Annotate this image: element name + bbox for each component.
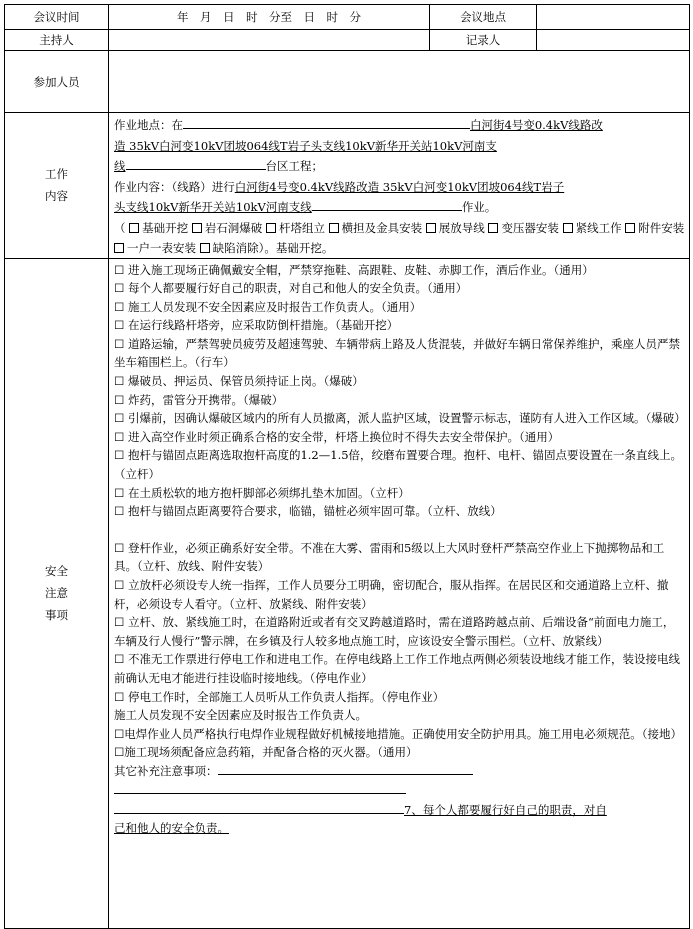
other-notes-label: 其它补充注意事项： [114,763,218,778]
safety-item[interactable]: ☐ 在运行线路杆塔旁，应采取防倒杆措施。（基础开挖） [114,318,399,333]
work-type-option[interactable]: 附件安装 [625,221,684,235]
location-blank [183,116,470,129]
host-row [5,30,690,51]
checkbox-icon[interactable] [129,223,139,233]
checkbox-icon[interactable] [488,223,498,233]
safety-item[interactable]: ☐ 每个人都要履行好自己的职责，对自己和他人的安全负责。（通用） [114,281,468,296]
safety-item[interactable]: ☐ 立放杆必须设专人统一指挥，工作人员要分工明确，密切配合，服从指挥。在居民区和交通道路上立杆、撤杆，必须设专人看守。（立杆、放紧线、附件安装） [114,578,669,611]
work-location-line3 [114,156,685,177]
other-notes-line [114,762,685,781]
location-text-2: 造 35kV白河变10kV团坡064线T岩子头支线10kV新华开关站10kV河南支 [114,138,497,153]
work-content-cell [109,113,690,259]
work-types [114,218,685,258]
work-type-option[interactable]: 基础开挖 [129,221,188,235]
checkbox-icon[interactable] [625,223,635,233]
work-type-option[interactable]: 杆塔组立 [266,221,325,235]
safety-item[interactable]: ☐ 在土质松软的地方抱杆脚部必须绑扎垫木加固。（立杆） [114,485,410,500]
meeting-time-row [5,5,690,30]
final-line-2 [114,819,685,838]
safety-item[interactable]: ☐电焊作业人员严格执行电焊作业规程做好机械接地措施。正确使用安全防护用具。施工用电必须规范。（接地） [114,726,683,741]
safety-item[interactable]: ☐ 不准无工作票进行停电工作和进电工作。在停电线路上工作工作地点两侧必须装设地线才能工作，装设接电线前确认无电才能进行挂设临时接地线。（停电作业） [114,652,680,685]
blank-line-row [114,781,685,801]
attendees-value[interactable] [109,51,690,113]
meeting-place-value[interactable] [537,5,690,30]
work-type-option[interactable]: 横担及金具安装 [329,221,423,235]
safety-cell [109,258,690,928]
safety-label-line1: 安全 [45,564,68,578]
safety-row [5,258,690,928]
content-blank [312,198,462,211]
final-text-1: 7、每个人都要履行好自己的职责，对自 [404,802,607,817]
work-content-row [5,113,690,259]
meeting-place-label: 会议地点 [430,5,537,30]
types-open: （ [114,220,126,235]
safety-spacer [114,521,685,539]
checkbox-icon[interactable] [114,243,124,253]
safety-item[interactable]: ☐ 引爆前，因确认爆破区域内的所有人员撤离，派人监护区域，设置警示标志，谨防有人进入工作区域。（爆破） [114,411,686,426]
work-type-option[interactable]: 岩石洞爆破 [192,221,263,235]
location-text-1: 白河街4号变0.4kV线路改 [470,118,603,132]
safety-label-line3: 事项 [45,608,68,622]
checkbox-icon[interactable] [329,223,339,233]
final-text-2: 己和他人的安全负责。 [114,821,229,836]
work-type-option[interactable]: 一户一表安装 [114,241,196,255]
safety-label [5,258,109,928]
work-location-line2 [114,136,685,157]
content-prefix: 作业内容：（线路）进行 [114,179,235,194]
safety-item[interactable]: ☐施工现场须配备应急药箱，并配备合格的灭火器。（通用） [114,745,418,760]
safety-item[interactable]: ☐ 登杆作业，必须正确系好安全带。不准在大雾、雷雨和5级以上大风时登杆严禁高空作业上下抛掷物品和工具。（立杆、放线、附件安装） [114,540,665,574]
content-text-1: 白河街4号变0.4kV线路改造 35kV白河变10kV团坡064线T岩子 [234,179,565,194]
final-blank[interactable] [114,801,404,814]
meeting-time-label: 会议时间 [5,5,109,30]
checkbox-icon[interactable] [426,223,436,233]
work-location [114,115,685,136]
work-type-option[interactable]: 变压器安装 [488,221,559,235]
work-content-label [5,113,109,259]
safety-item[interactable]: ☐ 停电工作时，全部施工人员听从工作负责人指挥。（停电作业） [114,689,445,704]
safety-item[interactable]: ☐ 施工人员发现不安全因素应及时报告工作负责人。（通用） [114,299,422,314]
meeting-time-value[interactable]: 年 月 日 时 分至 日 时 分 [109,5,430,30]
final-line [114,801,685,820]
work-label-line1: 工作 [45,167,68,182]
checkbox-icon[interactable] [266,223,276,233]
checkbox-icon[interactable] [563,223,573,233]
safety-item[interactable]: ☐ 道路运输，严禁驾驶员疲劳及超速驾驶、车辆带病上路及人货混装，并做好车辆日常保养维护，乘座人员严禁坐车箱围栏上。（行车） [114,336,680,370]
safety-item[interactable]: ☐ 进入施工现场正确佩戴安全帽，严禁穿拖鞋、高跟鞋、皮鞋、赤脚工作，酒后作业。（通用） [114,262,594,277]
safety-label-line2: 注意 [45,586,68,600]
blank-line[interactable] [114,781,406,794]
safety-item[interactable]: ☐ 抱杆与锚固点距离要符合要求，临锚，锚桩必须牢固可靠。（立杆、放线） [114,504,502,519]
safety-item[interactable]: ☐ 爆破员、押运员、保管员须持证上岗。（爆破） [114,374,364,389]
checkbox-icon[interactable] [200,243,210,253]
content-suffix: 作业。 [461,200,497,214]
work-type-option[interactable]: 紧线工作 [563,221,622,235]
safety-item[interactable]: ☐ 进入高空作业时须正确系合格的安全带，杆塔上换位时不得失去安全带保护。（通用） [114,429,560,444]
host-label: 主持人 [5,30,109,51]
attendees-row [5,51,690,113]
attendees-label: 参加人员 [5,51,109,113]
safety-item[interactable]: ☐ 立杆、放、紧线施工时，在道路附近或者有交叉跨越道路时，需在道路跨越点前、后端设备“前面电力施工，车辆及行人慢行”警示牌，在乡镇及行人较多地点施工时，应该设安全警示围栏。（立杆、放紧线） [114,615,675,648]
location-suffix: 台区工程； [265,159,323,173]
work-content [114,177,685,198]
safety-item[interactable]: ☐ 抱杆与锚固点距离选取抱杆高度的1.2—1.5倍，绞磨布置要合理。抱杆、电杆、锚固点要设置在一条直线上。（立杆） [114,448,683,482]
recorder-value[interactable] [537,30,690,51]
recorder-label: 记录人 [430,30,537,51]
work-content-line2 [114,197,685,218]
host-value[interactable] [109,30,430,51]
types-close: ）。基础开挖。 [258,240,334,255]
safety-item[interactable]: ☐ 炸药，雷管分开携带。（爆破） [114,392,284,407]
location-text-3: 线 [114,159,126,173]
work-type-option[interactable]: 缺陷消除 [200,241,259,255]
work-type-option[interactable]: 展放导线 [426,221,485,235]
content-text-2: 头支线10kV新华开关站10kV河南支线 [114,200,312,214]
location-prefix: 作业地点：在 [114,118,183,132]
checkbox-icon[interactable] [192,223,202,233]
meeting-form [4,4,690,929]
location-blank-2 [126,157,266,170]
safety-note: 施工人员发现不安全因素应及时报告工作负责人。 [114,708,367,723]
work-label-line2: 内容 [45,189,68,204]
other-notes-blank[interactable] [218,762,473,775]
